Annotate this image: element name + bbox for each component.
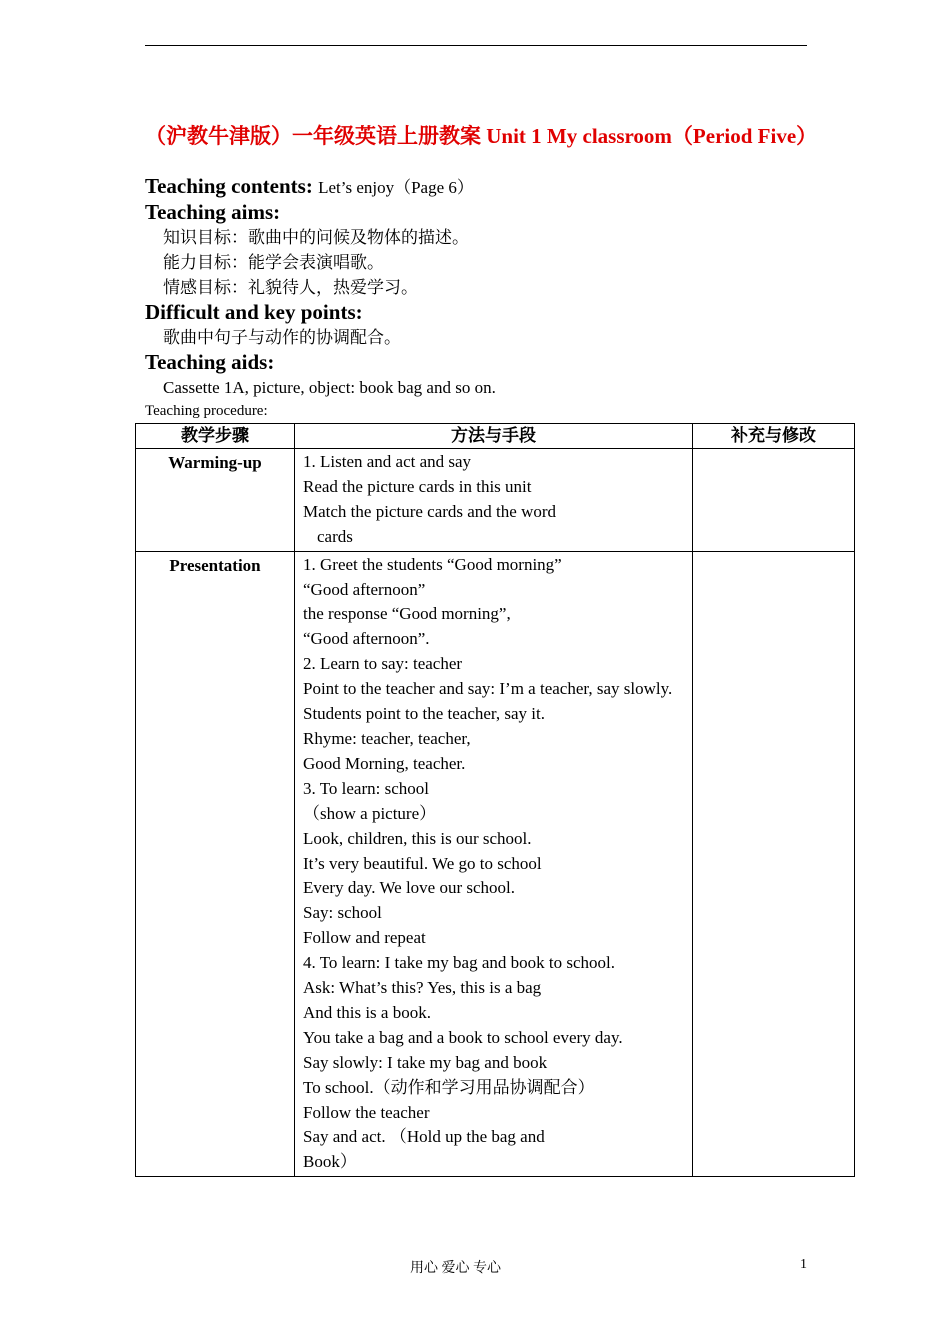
page-number: 1 <box>800 1257 807 1272</box>
method-cell <box>295 551 693 1177</box>
method-line: “Good afternoon”. <box>303 629 430 649</box>
teaching-aids-value: Cassette 1A, picture, object: book bag and so on. <box>163 378 496 397</box>
header-method: 方法与手段 <box>295 424 693 449</box>
step-warming-up: Warming-up <box>136 449 295 552</box>
method-line: Say: school <box>303 903 382 923</box>
table-row <box>136 551 855 1177</box>
method-line: Book） <box>303 1152 357 1172</box>
method-line: 1. Listen and act and say <box>303 452 472 471</box>
method-line: Match the picture cards and the word <box>303 501 557 521</box>
footer-motto: 用心 爱心 专心 <box>410 1261 501 1276</box>
procedure-label: Teaching procedure: <box>145 403 268 419</box>
method-line: the response “Good morning”, <box>303 604 511 624</box>
teaching-aids-label: Teaching aids: <box>145 350 275 374</box>
document-body <box>145 174 825 422</box>
aim-emotion: 情感目标：礼貌待人，热爱学习。 <box>163 278 418 297</box>
notes-cell <box>693 551 855 1177</box>
method-line: 3. To learn: school <box>303 778 429 798</box>
method-line: You take a bag and a book to school every day. <box>303 1027 623 1047</box>
method-line: 4. To learn: I take my bag and book to school. <box>303 953 615 973</box>
method-line: Read the picture cards in this unit <box>303 476 532 496</box>
method-line: It’s very beautiful. We go to school <box>303 853 542 873</box>
method-line: 1. Greet the students “Good morning” <box>303 554 562 574</box>
method-line: Every day. We love our school. <box>303 878 516 898</box>
method-line: （show a picture） <box>303 803 437 823</box>
method-line: To school.（动作和学习用品协调配合） <box>303 1077 595 1097</box>
method-line: And this is a book. <box>303 1002 431 1022</box>
method-line: Follow and repeat <box>303 928 426 948</box>
table-header-row <box>136 424 855 449</box>
header-notes: 补充与修改 <box>693 424 855 449</box>
step-presentation: Presentation <box>136 551 295 1177</box>
teaching-contents <box>145 174 825 200</box>
difficult-points-value: 歌曲中句子与动作的协调配合。 <box>163 328 401 347</box>
teaching-contents-value: Let’s enjoy（Page 6） <box>318 178 474 197</box>
method-line: Ask: What’s this? Yes, this is a bag <box>303 978 542 998</box>
document-title: （沪教牛津版）一年级英语上册教案 Unit 1 My classroom（Period Five） <box>145 124 818 148</box>
method-line: Say and act. （Hold up the bag and <box>303 1127 545 1147</box>
method-line: Rhyme: teacher, teacher, <box>303 728 471 748</box>
method-line: Students point to the teacher, say it. <box>303 704 545 724</box>
method-line: Good Morning, teacher. <box>303 753 466 773</box>
method-line: “Good afternoon” <box>303 579 426 599</box>
table-row <box>136 449 855 552</box>
teaching-contents-label: Teaching contents: <box>145 174 313 198</box>
method-line: Point to the teacher and say: I’m a teacher, say slowly. <box>303 679 673 699</box>
header-rule <box>145 45 807 46</box>
difficult-points-label: Difficult and key points: <box>145 300 363 324</box>
method-line: Look, children, this is our school. <box>303 828 532 848</box>
method-line: 2. Learn to say: teacher <box>303 654 463 674</box>
aim-knowledge: 知识目标：歌曲中的问候及物体的描述。 <box>163 228 469 247</box>
aim-ability: 能力目标：能学会表演唱歌。 <box>163 253 384 272</box>
header-step: 教学步骤 <box>136 424 295 449</box>
procedure-table <box>135 423 855 1177</box>
method-line: Follow the teacher <box>303 1102 430 1122</box>
teaching-aims-label: Teaching aims: <box>145 200 281 224</box>
method-line: Say slowly: I take my bag and book <box>303 1052 548 1072</box>
notes-cell <box>693 449 855 552</box>
method-cell <box>295 449 693 552</box>
method-line: cards <box>317 526 353 546</box>
